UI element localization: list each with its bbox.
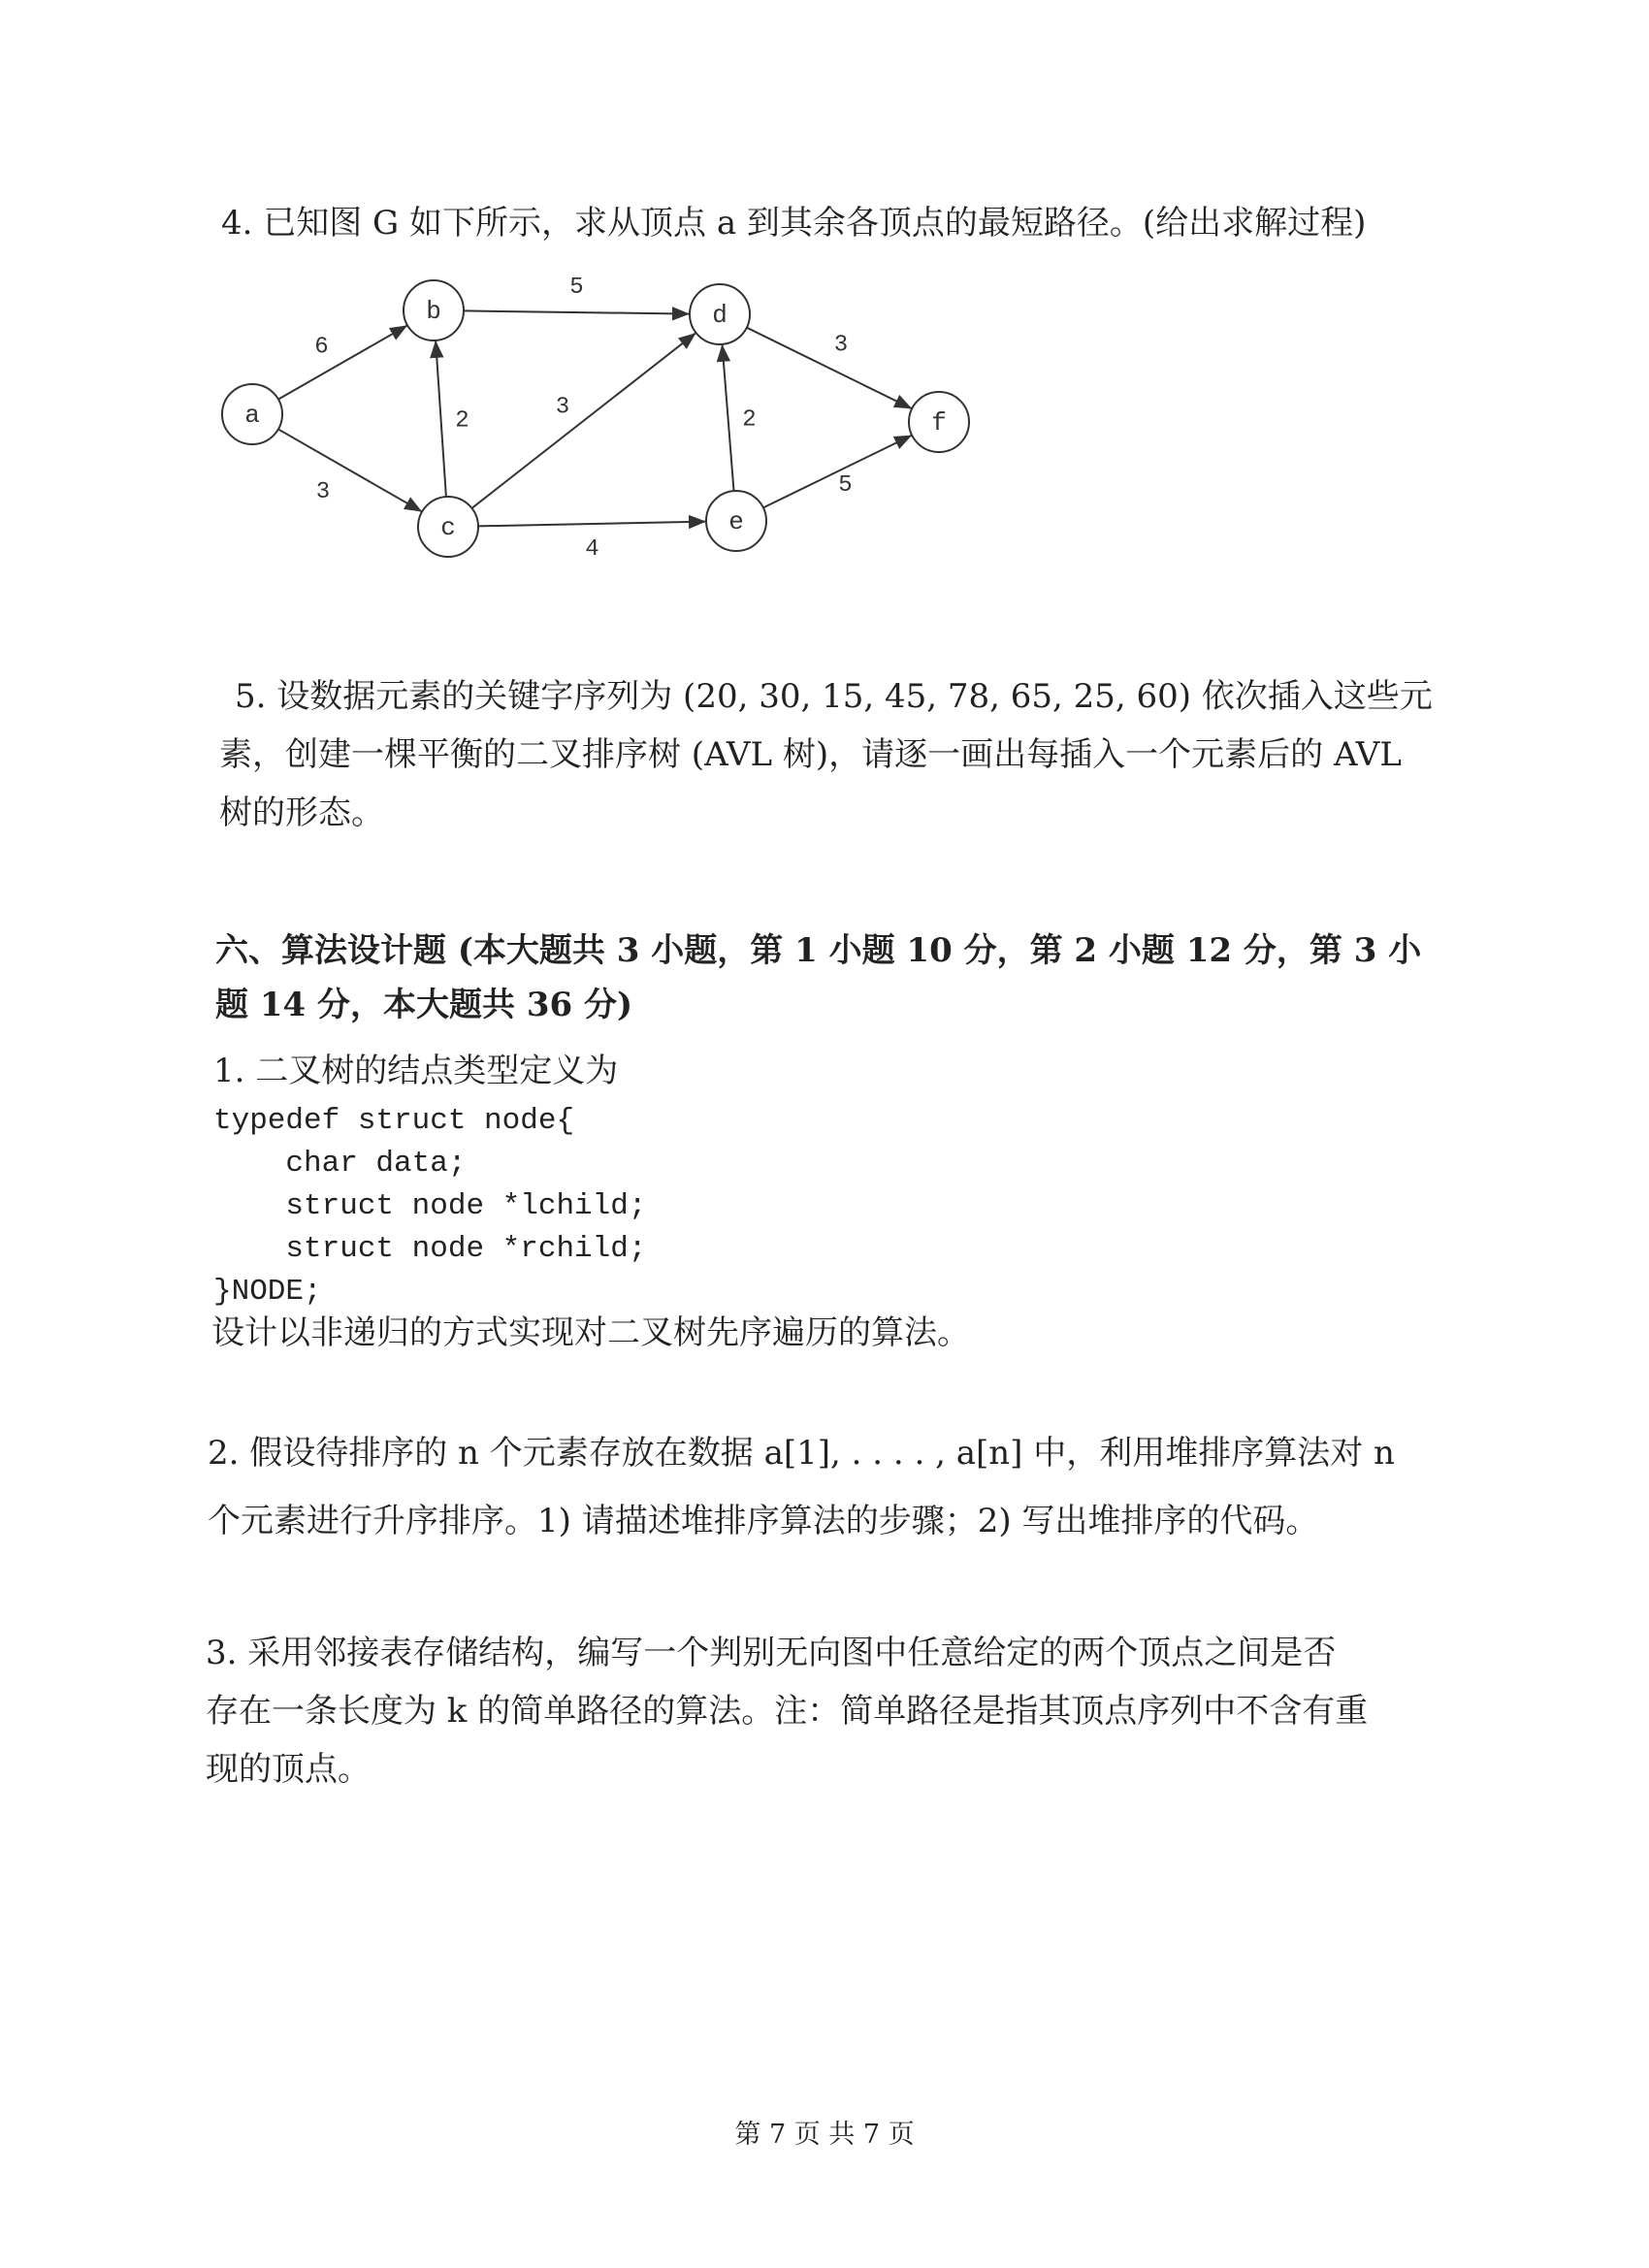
node-label-f: f [931,408,947,437]
s6q1-task: 设计以非递归的方式实现对二叉树先序遍历的算法。 [211,1313,970,1352]
page-number: 第 7 页 共 7 页 [734,2120,915,2150]
edge-c-b [436,340,446,497]
edge-weight-a-b: 6 [314,334,329,361]
q5-line-1: 5. 设数据元素的关键字序列为 (20, 30, 15, 45, 78, 65, 25, 60) 依次插入这些元 [235,677,1433,716]
s6q3-line-2: 存在一条长度为 k 的简单路径的算法。注：简单路径是指其顶点序列中不含有重 [206,1692,1369,1731]
code-line-4: struct node *rchild; [213,1232,647,1266]
edge-weight-c-d: 3 [555,394,570,421]
code-line-3: struct node *lchild; [213,1189,647,1223]
s6q2-line-1: 2. 假设待排序的 n 个元素存放在数据 a[1], . . . . , a[n] 中，利用堆排序算法对 n [208,1434,1395,1473]
edge-weight-c-e: 4 [585,536,599,563]
node-label-d: d [712,301,728,330]
code-line-5: }NODE; [213,1275,322,1309]
code-line-2: char data; [213,1147,467,1181]
edge-a-b [278,325,407,399]
edge-e-d [722,344,733,491]
edge-c-d [471,333,695,508]
s6q2-line-2: 个元素进行升序排序。1) 请描述堆排序算法的步骤；2) 写出堆排序的代码。 [208,1502,1319,1540]
node-label-b: b [426,297,441,326]
edge-weight-e-f: 5 [838,472,853,499]
s6q1-intro: 1. 二叉树的结点类型定义为 [213,1052,619,1090]
node-label-a: a [244,401,260,430]
edge-weight-d-f: 3 [833,332,849,359]
edge-b-d [464,310,690,313]
node-label-e: e [728,507,744,536]
s6q3-line-1: 3. 采用邻接表存储结构，编写一个判别无向图中任意给定的两个顶点之间是否 [206,1634,1337,1672]
q5-line-3: 树的形态。 [219,794,384,832]
section6-heading-line-1: 六、算法设计题 (本大题共 3 小题，第 1 小题 10 分，第 2 小题 12 分，第 3 小 [215,931,1422,970]
edge-weight-e-d: 2 [742,406,757,434]
q4-text: 4. 已知图 G 如下所示，求从顶点 a 到其余各顶点的最短路径。(给出求解过程) [221,204,1367,243]
edge-a-c [278,429,422,511]
q5-line-2: 素，创建一棵平衡的二叉排序树 (AVL 树)，请逐一画出每插入一个元素后的 AVL [219,735,1402,774]
code-line-1: typedef struct node{ [213,1104,575,1138]
edge-d-f [747,328,912,409]
node-label-c: c [440,513,456,542]
s6q3-line-3: 现的顶点。 [206,1750,371,1789]
section6-heading-line-2: 题 14 分，本大题共 36 分) [215,986,633,1024]
graph-g-figure [204,262,999,582]
edge-weight-b-d: 5 [569,275,584,301]
edge-weight-c-b: 2 [455,407,469,435]
edge-c-e [478,522,706,527]
edge-weight-a-c: 3 [315,479,331,505]
